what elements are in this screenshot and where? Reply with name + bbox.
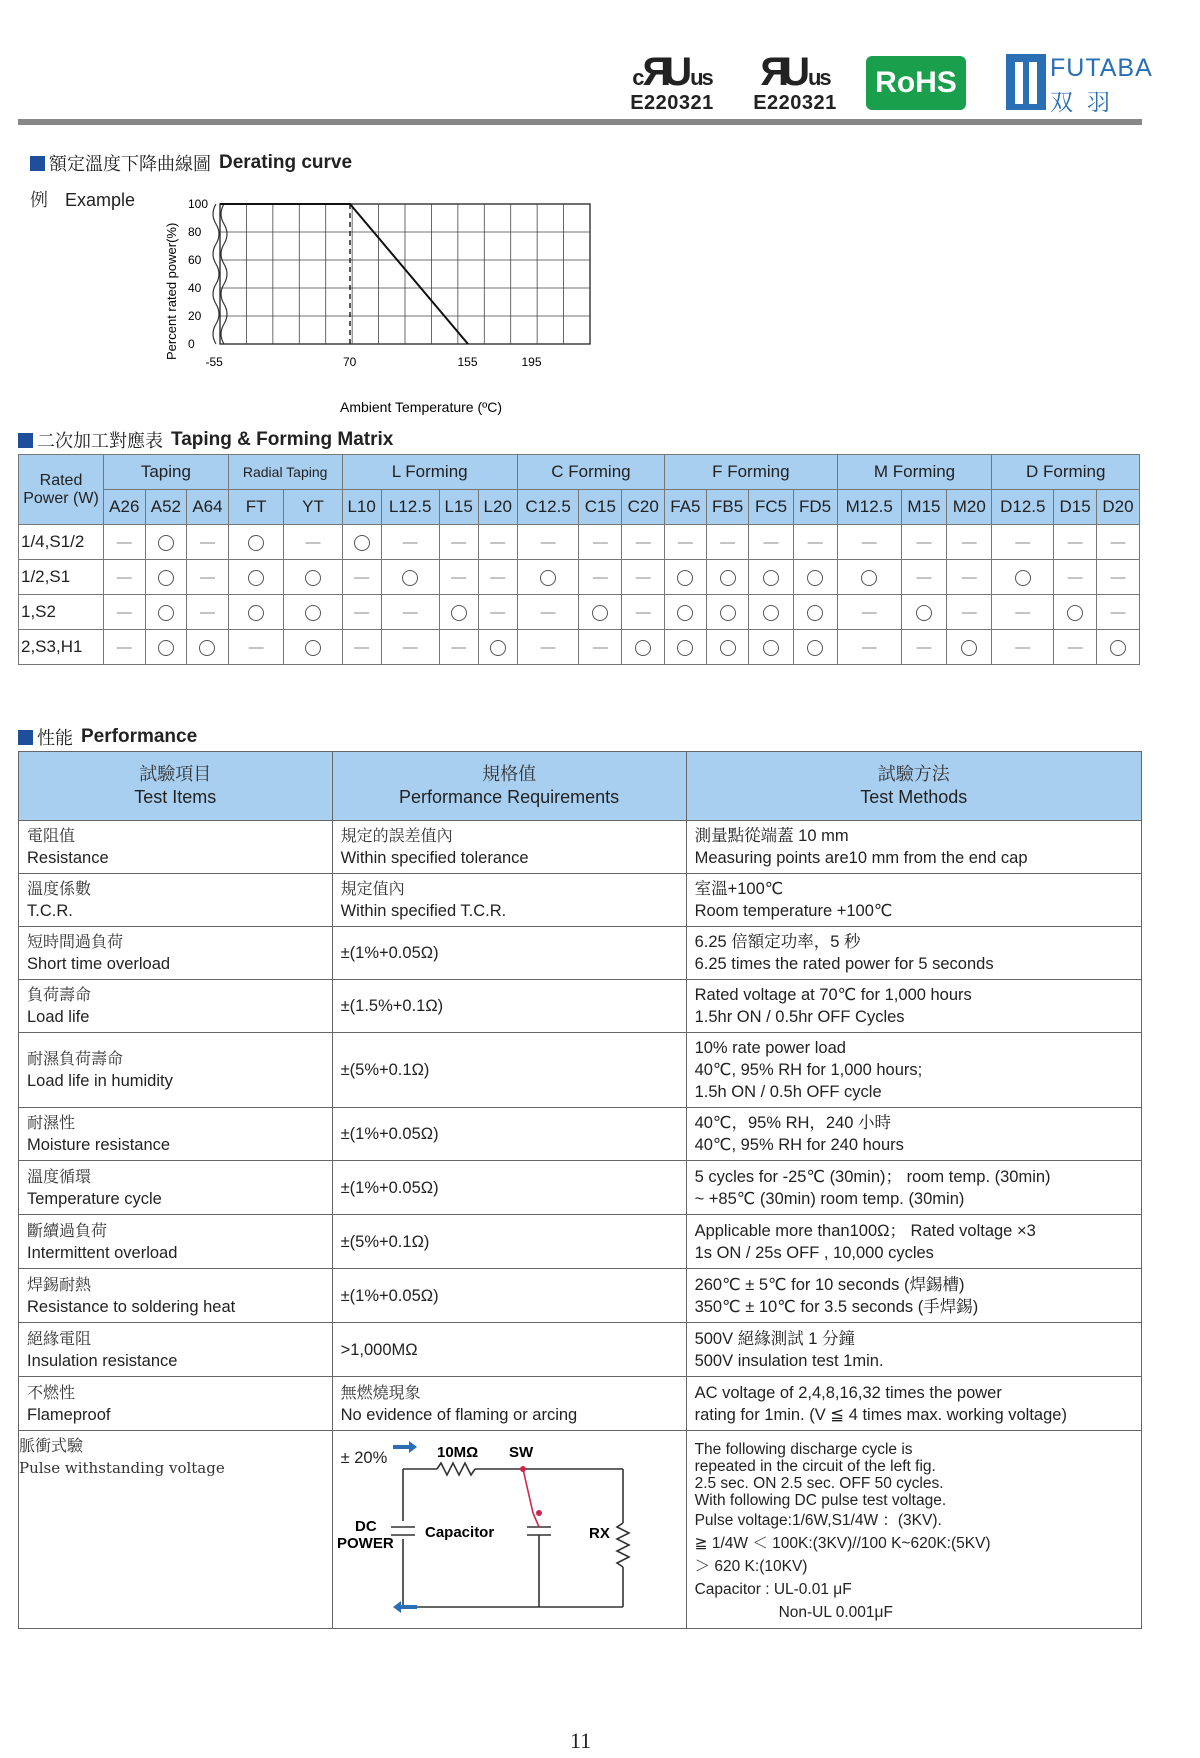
performance-row [19, 980, 1142, 1033]
circle-icon [1015, 570, 1031, 586]
circle-icon [763, 570, 779, 586]
circle-icon [807, 570, 823, 586]
x-tick-label: -55 [205, 355, 223, 369]
not-available-dash-icon: — [517, 630, 579, 665]
test-method: 6.25 倍額定功率，5 秒 6.25 times the rated power for 5 seconds [686, 927, 1141, 980]
power-label: POWER [336, 1535, 394, 1552]
circle-icon [158, 640, 174, 656]
test-method: 測量點從端蓋 10 mm Measuring points are10 mm from the end cap [686, 821, 1141, 874]
rohs-badge: RoHS [866, 56, 966, 110]
taping-code-header-row [19, 490, 1140, 525]
taping-row [19, 560, 1140, 595]
row-rated-power: 2,S3,H1 [19, 630, 104, 665]
circle-icon [248, 605, 264, 621]
test-item: 焊錫耐熱 Resistance to soldering heat [19, 1269, 333, 1323]
not-available-dash-icon: — [517, 525, 579, 560]
available-circle-icon [665, 630, 707, 665]
code-header: FT [228, 490, 284, 525]
available-circle-icon [749, 560, 793, 595]
not-available-dash-icon: — [381, 595, 439, 630]
performance-row [19, 1108, 1142, 1161]
available-circle-icon [145, 525, 187, 560]
performance-row [19, 874, 1142, 927]
not-available-dash-icon: — [104, 630, 146, 665]
not-available-dash-icon: — [342, 630, 381, 665]
header-test-methods: 試驗方法 Test Methods [686, 752, 1141, 821]
y-tick-label: 20 [188, 309, 202, 323]
header-test-items: 試驗項目 Test Items [19, 752, 333, 821]
test-item: 絕緣電阻 Insulation resistance [19, 1323, 333, 1377]
performance-row [19, 1161, 1142, 1215]
code-header: A26 [104, 490, 146, 525]
available-circle-icon [145, 560, 187, 595]
circle-icon [1067, 605, 1083, 621]
header-requirements: 規格值 Performance Requirements [332, 752, 686, 821]
not-available-dash-icon: — [478, 595, 517, 630]
not-available-dash-icon: — [947, 595, 992, 630]
resistor-label: 10MΩ [436, 1444, 478, 1461]
y-tick-label: 40 [188, 281, 202, 295]
not-available-dash-icon: — [104, 525, 146, 560]
switch-contact-icon [536, 1510, 542, 1516]
code-header: D20 [1096, 490, 1139, 525]
switch-icon [523, 1469, 539, 1527]
test-method: Applicable more than100Ω； Rated voltage ×3 1s ON / 25s OFF , 10,000 cycles [686, 1215, 1141, 1269]
x-tick-label: 195 [521, 355, 542, 369]
group-header: D Forming [992, 455, 1140, 490]
circle-icon [490, 640, 506, 656]
circle-icon [158, 570, 174, 586]
brand-name-cn: 双羽 [1050, 90, 1124, 116]
available-circle-icon [284, 630, 342, 665]
available-circle-icon [187, 630, 229, 665]
performance-section-title [18, 724, 197, 750]
circle-icon [248, 535, 264, 551]
test-method: 500V 絕緣測試 1 分鐘 500V insulation test 1min. [686, 1323, 1141, 1377]
derating-title-en: Derating curve [219, 152, 353, 173]
not-available-dash-icon: — [342, 595, 381, 630]
not-available-dash-icon: — [342, 560, 381, 595]
not-available-dash-icon: — [439, 525, 478, 560]
pulse-row [19, 1431, 1142, 1629]
not-available-dash-icon: — [381, 525, 439, 560]
available-circle-icon [793, 630, 837, 665]
test-item: 負荷壽命 Load life [19, 980, 333, 1033]
available-circle-icon [342, 525, 381, 560]
circle-icon [677, 605, 693, 621]
page-number: 11 [570, 1728, 592, 1753]
not-available-dash-icon: — [793, 525, 837, 560]
not-available-dash-icon: — [478, 525, 517, 560]
not-available-dash-icon: — [284, 525, 342, 560]
available-circle-icon [579, 595, 622, 630]
circle-icon [861, 570, 877, 586]
not-available-dash-icon: — [104, 595, 146, 630]
available-circle-icon [706, 560, 749, 595]
capacitor-label: Capacitor [424, 1524, 494, 1541]
available-circle-icon [665, 560, 707, 595]
circle-icon [199, 640, 215, 656]
derating-curve-line [220, 204, 468, 344]
group-header: M Forming [837, 455, 992, 490]
code-header: YT [284, 490, 342, 525]
available-circle-icon [1054, 595, 1097, 630]
test-item: 不燃性 Flameproof [19, 1377, 333, 1431]
available-circle-icon [439, 595, 478, 630]
brand-name-en: FUTABA [1050, 54, 1153, 82]
available-circle-icon [665, 595, 707, 630]
taping-row [19, 595, 1140, 630]
not-available-dash-icon: — [1054, 630, 1097, 665]
available-circle-icon [478, 630, 517, 665]
code-header: FC5 [749, 490, 793, 525]
test-item: 溫度係數 T.C.R. [19, 874, 333, 927]
circle-icon [305, 640, 321, 656]
not-available-dash-icon: — [478, 560, 517, 595]
taping-forming-matrix [18, 454, 1140, 665]
taping-title-en: Taping & Forming Matrix [171, 429, 394, 450]
not-available-dash-icon: — [947, 525, 992, 560]
bullet-square-icon [18, 730, 33, 745]
switch-label: SW [508, 1444, 533, 1461]
circle-icon [720, 570, 736, 586]
not-available-dash-icon: — [579, 525, 622, 560]
not-available-dash-icon: — [1096, 560, 1139, 595]
requirement: 規定值內 Within specified T.C.R. [332, 874, 686, 927]
test-item: 電阻值 Resistance [19, 821, 333, 874]
performance-row [19, 1377, 1142, 1431]
not-available-dash-icon: — [622, 560, 665, 595]
dc-label: DC [354, 1518, 377, 1535]
chart-y-label: Percent rated power(%) [164, 222, 179, 360]
circle-icon [677, 640, 693, 656]
futaba-logo-icon [1006, 54, 1046, 110]
available-circle-icon [1096, 630, 1139, 665]
available-circle-icon [749, 595, 793, 630]
available-circle-icon [228, 560, 284, 595]
group-header: L Forming [342, 455, 517, 490]
performance-row [19, 927, 1142, 980]
code-header: A52 [145, 490, 187, 525]
not-available-dash-icon: — [228, 630, 284, 665]
code-header: M20 [947, 490, 992, 525]
ur-cert-number: E220321 [753, 92, 837, 114]
circle-icon [916, 605, 932, 621]
circle-icon [248, 570, 264, 586]
circle-icon [1110, 640, 1126, 656]
requirement: 規定的誤差值內 Within specified tolerance [332, 821, 686, 874]
group-header: C Forming [517, 455, 664, 490]
available-circle-icon [145, 595, 187, 630]
requirement: ±(5%+0.1Ω) [332, 1033, 686, 1108]
code-header: L15 [439, 490, 478, 525]
available-circle-icon [381, 560, 439, 595]
circle-icon [592, 605, 608, 621]
not-available-dash-icon: — [622, 525, 665, 560]
performance-row [19, 1269, 1142, 1323]
test-method: The following discharge cycle is repeated in the circuit of the left fig. 2.5 sec. ON 2.5 sec. OFF 50 cycles. With following DC pulse test voltage. Pulse voltage:1/6W,S1/4W ：(3KV). ≧ 1/4W ＜ 100K:(3KV)//100 K~620K:(5KV) ＞ 620 K:(10KV) Capacitor : UL-0.01 μF Non-UL 0.001μF [686, 1431, 1141, 1629]
circle-icon [540, 570, 556, 586]
available-circle-icon [749, 630, 793, 665]
not-available-dash-icon: — [622, 595, 665, 630]
circle-icon [305, 605, 321, 621]
pulse-tolerance: ± 20% [340, 1449, 388, 1467]
ul-recognized-logo [745, 52, 845, 115]
not-available-dash-icon: — [381, 630, 439, 665]
code-header: L10 [342, 490, 381, 525]
test-method: 260℃ ± 5℃ for 10 seconds (焊錫槽) 350℃ ± 10℃ for 3.5 seconds (手焊錫) [686, 1269, 1141, 1323]
y-tick-label: 0 [188, 337, 195, 351]
circle-icon [961, 640, 977, 656]
performance-header-row [19, 752, 1142, 821]
available-circle-icon [284, 595, 342, 630]
available-circle-icon [901, 595, 946, 630]
circle-icon [158, 535, 174, 551]
header-divider [18, 119, 1142, 125]
requirement: 無燃燒現象 No evidence of flaming or arcing [332, 1377, 686, 1431]
circle-icon [720, 605, 736, 621]
performance-row [19, 1215, 1142, 1269]
available-circle-icon [228, 525, 284, 560]
code-header: D15 [1054, 490, 1097, 525]
taping-group-header-row [19, 455, 1140, 490]
chart-x-label: Ambient Temperature (ºC) [340, 399, 503, 415]
not-available-dash-icon: — [901, 630, 946, 665]
requirement: ±(1%+0.05Ω) [332, 1108, 686, 1161]
requirement: ±(1%+0.05Ω) [332, 927, 686, 980]
y-tick-label: 100 [188, 197, 209, 211]
not-available-dash-icon: — [104, 560, 146, 595]
taping-title-cn: 二次加工對應表 [37, 431, 163, 452]
example-cn: 例 [30, 190, 48, 211]
circle-icon [305, 570, 321, 586]
code-header: FB5 [706, 490, 749, 525]
not-available-dash-icon: — [439, 560, 478, 595]
available-circle-icon [145, 630, 187, 665]
test-item: 溫度循環 Temperature cycle [19, 1161, 333, 1215]
requirement: ±(1%+0.05Ω) [332, 1269, 686, 1323]
circle-icon [720, 640, 736, 656]
performance-row [19, 1323, 1142, 1377]
example-en: Example [65, 190, 136, 210]
not-available-dash-icon: — [1096, 595, 1139, 630]
performance-table [18, 751, 1142, 1629]
available-circle-icon [992, 560, 1054, 595]
code-header: D12.5 [992, 490, 1054, 525]
taping-row [19, 630, 1140, 665]
code-header: L12.5 [381, 490, 439, 525]
test-method: 10% rate power load 40℃, 95% RH for 1,000 hours; 1.5h ON / 0.5h OFF cycle [686, 1033, 1141, 1108]
not-available-dash-icon: — [901, 560, 946, 595]
circle-icon [677, 570, 693, 586]
example-label [30, 186, 135, 212]
test-item: 斷續過負荷 Intermittent overload [19, 1215, 333, 1269]
available-circle-icon [706, 595, 749, 630]
code-header: M15 [901, 490, 946, 525]
test-method: 40℃，95% RH，240 小時 40℃, 95% RH for 240 hours [686, 1108, 1141, 1161]
test-method: 室溫+100℃ Room temperature +100℃ [686, 874, 1141, 927]
test-method: Rated voltage at 70℃ for 1,000 hours 1.5hr ON / 0.5hr OFF Cycles [686, 980, 1141, 1033]
chart-grid [220, 204, 590, 344]
rx-label: RX [588, 1525, 610, 1542]
circle-icon [635, 640, 651, 656]
test-item: 耐濕性 Moisture resistance [19, 1108, 333, 1161]
code-header: FA5 [665, 490, 707, 525]
requirement: ±(5%+0.1Ω) [332, 1215, 686, 1269]
code-header: C12.5 [517, 490, 579, 525]
circle-icon [354, 535, 370, 551]
derating-section-title [30, 150, 352, 176]
row-rated-power: 1/4,S1/2 [19, 525, 104, 560]
not-available-dash-icon: — [187, 560, 229, 595]
rated-power-header: Rated Power (W) [19, 455, 104, 525]
code-header: C15 [579, 490, 622, 525]
available-circle-icon [837, 560, 901, 595]
available-circle-icon [228, 595, 284, 630]
performance-row [19, 821, 1142, 874]
test-item: 耐濕負荷壽命 Load life in humidity [19, 1033, 333, 1108]
row-rated-power: 1/2,S1 [19, 560, 104, 595]
available-circle-icon [947, 630, 992, 665]
circle-icon [158, 605, 174, 621]
derating-title-cn: 額定溫度下降曲線圖 [49, 154, 211, 175]
group-header: F Forming [665, 455, 838, 490]
x-axis-ticks [206, 355, 542, 369]
pulse-circuit-cell [332, 1431, 686, 1629]
available-circle-icon [706, 630, 749, 665]
code-header: A64 [187, 490, 229, 525]
code-header: FD5 [793, 490, 837, 525]
requirement: ±(1.5%+0.1Ω) [332, 980, 686, 1033]
not-available-dash-icon: — [1054, 560, 1097, 595]
ur-mark: ЯUus [760, 50, 830, 94]
circle-icon [807, 640, 823, 656]
circle-icon [402, 570, 418, 586]
code-header: C20 [622, 490, 665, 525]
not-available-dash-icon: — [579, 560, 622, 595]
test-item: 短時間過負荷 Short time overload [19, 927, 333, 980]
circle-icon [763, 640, 779, 656]
not-available-dash-icon: — [706, 525, 749, 560]
not-available-dash-icon: — [1096, 525, 1139, 560]
not-available-dash-icon: — [749, 525, 793, 560]
not-available-dash-icon: — [901, 525, 946, 560]
performance-title-en: Performance [81, 726, 198, 747]
requirement: ±(1%+0.05Ω) [332, 1161, 686, 1215]
x-tick-label: 70 [343, 355, 357, 369]
ul-mark: cЯUus [632, 50, 712, 94]
requirement: >1,000MΩ [332, 1323, 686, 1377]
not-available-dash-icon: — [1054, 525, 1097, 560]
available-circle-icon [284, 560, 342, 595]
not-available-dash-icon: — [187, 595, 229, 630]
test-item: 脈衝式驗 Pulse withstanding voltage [19, 1431, 333, 1629]
derating-chart [150, 190, 680, 420]
y-tick-label: 80 [188, 225, 202, 239]
available-circle-icon [622, 630, 665, 665]
circle-icon [451, 605, 467, 621]
performance-title-cn: 性能 [37, 728, 73, 749]
bullet-square-icon [18, 433, 33, 448]
circle-icon [807, 605, 823, 621]
ul-cert-number: E220321 [630, 92, 714, 114]
not-available-dash-icon: — [517, 595, 579, 630]
test-method: 5 cycles for -25℃ (30min)； room temp. (30min) ~ +85℃ (30min) room temp. (30min) [686, 1161, 1141, 1215]
not-available-dash-icon: — [947, 560, 992, 595]
not-available-dash-icon: — [439, 630, 478, 665]
y-tick-label: 60 [188, 253, 202, 267]
taping-row [19, 525, 1140, 560]
available-circle-icon [517, 560, 579, 595]
x-tick-label: 155 [457, 355, 478, 369]
y-axis-ticks [188, 197, 208, 351]
test-method: AC voltage of 2,4,8,16,32 times the power rating for 1min. (V ≦ 4 times max. working voltage) [686, 1377, 1141, 1431]
not-available-dash-icon: — [992, 595, 1054, 630]
not-available-dash-icon: — [992, 525, 1054, 560]
ul-cert-logo [622, 52, 722, 115]
switch-contact-icon [520, 1466, 526, 1472]
group-header: Taping [104, 455, 229, 490]
not-available-dash-icon: — [837, 595, 901, 630]
not-available-dash-icon: — [837, 525, 901, 560]
performance-row [19, 1033, 1142, 1108]
bullet-square-icon [30, 156, 45, 171]
not-available-dash-icon: — [837, 630, 901, 665]
taping-section-title [18, 427, 393, 453]
circle-icon [763, 605, 779, 621]
available-circle-icon [793, 560, 837, 595]
not-available-dash-icon: — [992, 630, 1054, 665]
row-rated-power: 1,S2 [19, 595, 104, 630]
not-available-dash-icon: — [187, 525, 229, 560]
group-header: Radial Taping [228, 455, 342, 490]
not-available-dash-icon: — [579, 630, 622, 665]
not-available-dash-icon: — [665, 525, 707, 560]
code-header: L20 [478, 490, 517, 525]
available-circle-icon [793, 595, 837, 630]
code-header: M12.5 [837, 490, 901, 525]
